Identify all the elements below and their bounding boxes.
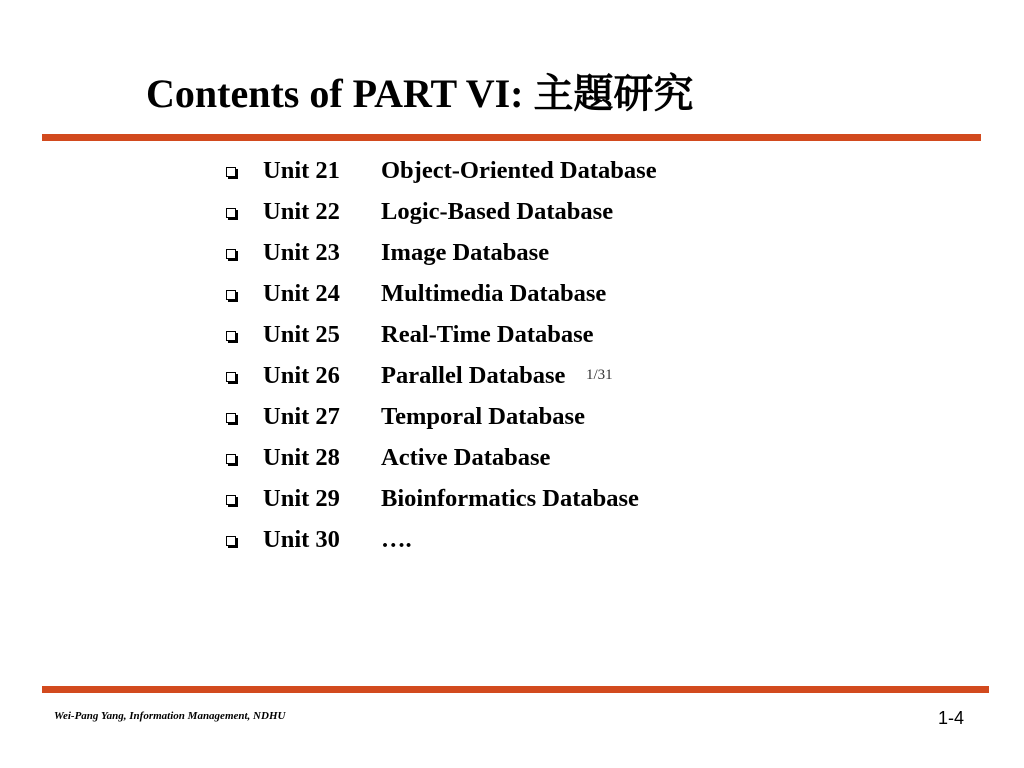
unit-topic: Bioinformatics Database <box>381 484 639 512</box>
unit-list <box>224 150 657 560</box>
unit-item <box>224 478 657 519</box>
square-bullet-icon <box>224 206 263 218</box>
square-bullet-icon <box>224 370 263 382</box>
square-bullet-icon <box>224 329 263 341</box>
title-divider <box>42 134 981 141</box>
unit-number: Unit 30 <box>263 525 340 553</box>
unit-item <box>224 150 657 191</box>
unit-item <box>224 273 657 314</box>
square-bullet-icon <box>224 493 263 505</box>
unit-number: Unit 21 <box>263 156 340 184</box>
unit-number: Unit 27 <box>263 402 340 430</box>
unit-topic: …. <box>381 525 412 553</box>
unit-item <box>224 437 657 478</box>
square-bullet-icon <box>224 288 263 300</box>
slide-number: 1-4 <box>938 708 965 728</box>
unit-topic: Logic-Based Database <box>381 197 614 225</box>
unit-number: Unit 22 <box>263 197 340 225</box>
unit-number: Unit 25 <box>263 320 340 348</box>
unit-item <box>224 314 657 355</box>
unit-item <box>224 191 657 232</box>
square-bullet-icon <box>224 247 263 259</box>
unit-topic: Parallel Database <box>381 361 566 389</box>
unit-item <box>224 396 657 437</box>
unit-item <box>224 232 657 273</box>
unit-topic: Object-Oriented Database <box>381 156 657 184</box>
unit-topic: Multimedia Database <box>381 279 607 307</box>
unit-item <box>224 519 657 560</box>
unit-topic: Real-Time Database <box>381 320 594 348</box>
unit-number: Unit 28 <box>263 443 340 471</box>
unit-number: Unit 29 <box>263 484 340 512</box>
unit-topic: Image Database <box>381 238 550 266</box>
footer-divider <box>42 686 989 693</box>
unit-topic: Active Database <box>381 443 551 471</box>
stray-page-mark: 1/31 <box>586 367 613 383</box>
square-bullet-icon <box>224 534 263 546</box>
square-bullet-icon <box>224 165 263 177</box>
unit-topic: Temporal Database <box>381 402 585 430</box>
footer-author: Wei-Pang Yang, Information Management, NDHU <box>54 710 286 722</box>
unit-number: Unit 24 <box>263 279 340 307</box>
square-bullet-icon <box>224 411 263 423</box>
slide-title: Contents of PART VI: 主題研究 <box>146 71 694 116</box>
square-bullet-icon <box>224 452 263 464</box>
unit-number: Unit 23 <box>263 238 340 266</box>
unit-number: Unit 26 <box>263 361 340 389</box>
